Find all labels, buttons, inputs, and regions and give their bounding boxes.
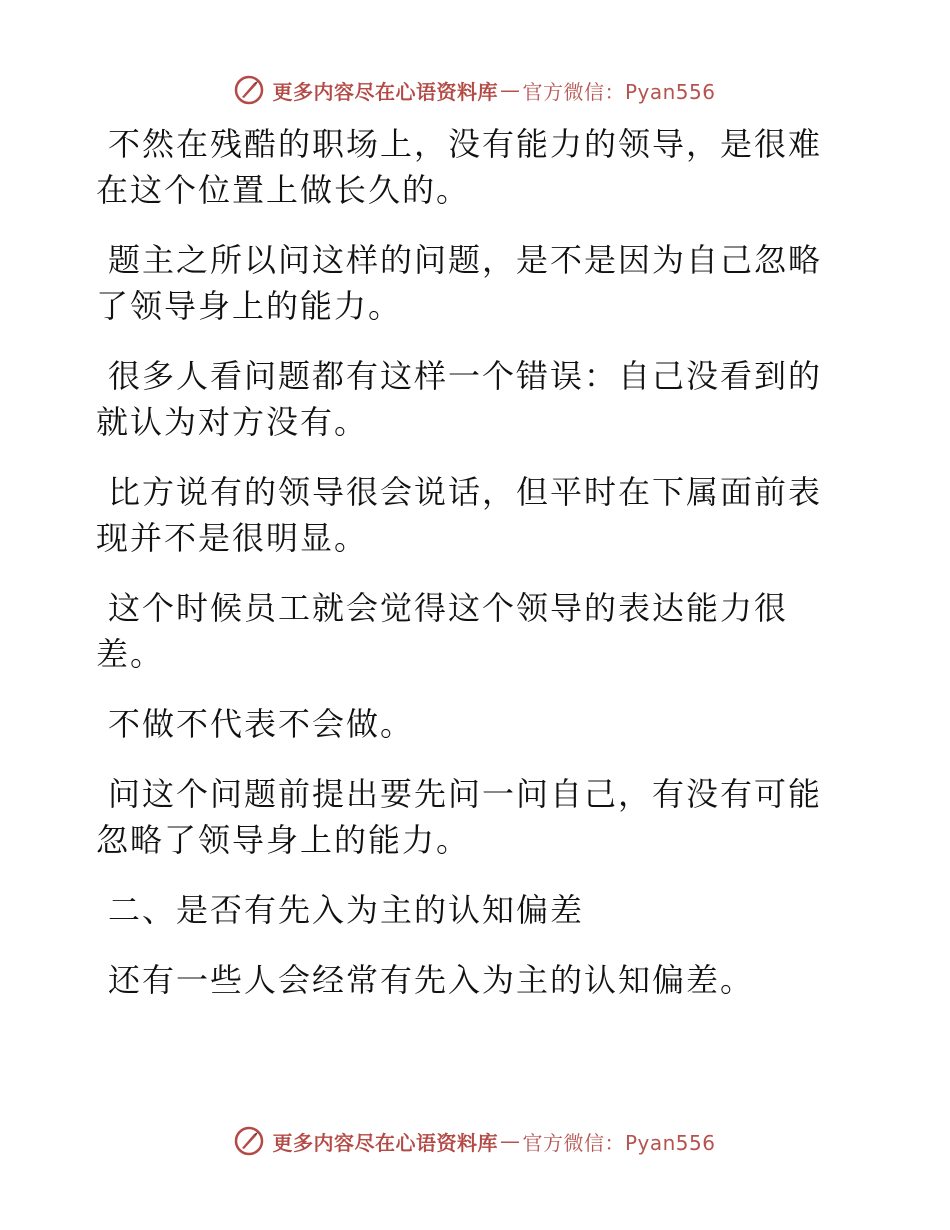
paragraph: 这个时候员工就会觉得这个领导的表达能力很差。: [96, 589, 789, 673]
paragraph: 还有一些人会经常有先入为主的认知偏差。: [108, 961, 755, 999]
feather-pen-logo-icon: [234, 1126, 264, 1156]
paragraph: 不做不代表不会做。: [108, 705, 415, 743]
watermark-text: 更多内容尽在心语资料库: [272, 1130, 498, 1155]
watermark-text: 更多内容尽在心语资料库: [272, 79, 498, 104]
watermark-contact: 官方微信：Pyan556: [522, 1130, 716, 1155]
paragraph: 问这个问题前提出要先问一问自己，有没有可能忽略了领导身上的能力。: [96, 775, 823, 859]
watermark-separator: —: [499, 1129, 521, 1153]
section-heading: 二、是否有先入为主的认知偏差: [108, 891, 585, 929]
paragraph: 题主之所以问这样的问题，是不是因为自己忽略了领导身上的能力。: [96, 241, 823, 325]
document-body: [96, 121, 836, 1027]
paragraph: 很多人看问题都有这样一个错误：自己没看到的就认为对方没有。: [96, 357, 823, 441]
feather-pen-logo-icon: [234, 75, 264, 105]
paragraph: 比方说有的领导很会说话，但平时在下属面前表现并不是很明显。: [96, 473, 823, 557]
header-watermark: [0, 70, 950, 110]
footer-watermark: [0, 1121, 950, 1161]
watermark-separator: —: [499, 78, 521, 102]
watermark-contact: 官方微信：Pyan556: [522, 79, 716, 104]
paragraph: 不然在残酷的职场上，没有能力的领导，是很难在这个位置上做长久的。: [96, 125, 823, 209]
